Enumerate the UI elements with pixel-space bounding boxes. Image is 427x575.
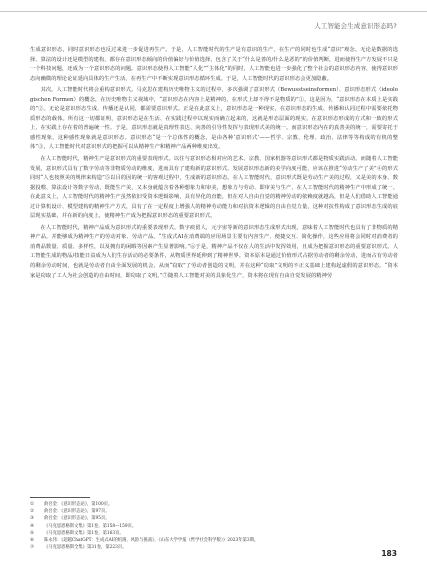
footnote-text: 俞吾金：《意识形态论》，第100页。 bbox=[44, 502, 113, 507]
header-rule bbox=[0, 11, 427, 12]
footnote-text: 《马克思恩格斯全集》第31卷，第223页。 bbox=[44, 545, 127, 551]
paragraph: 其次，人工智能时代将会重构意识形式。马克思在建构历史唯物主义的过程中，多次强调了意识形式（Bewusstseinsformen）、意识形态形式（ideologischen Formen）的概念，在历史唯物主义视域中，“意识形态在内容上是精神的，在形式上却不得不是物质的”①，这是因为，“意识形态在本质上是实践的”②。无论是意识形态生成、传播还是认同，都需要意识形式。正是在此意义上，意识形态是一种现实，在意识形态的生成、传播和认同过程中需要依托物质形态的载体。所有这一切都证明，意识形态是在生活、在实践过程中以现实而确立起来的，这就是形态层面的现实。在意识形态形成的方式和一致的形式上，在实践上存在着的普遍统一性。于是，意识形态就是真理性表达、向善的引导性发挥与表现形式美的统一。而意识形态内在的真善美的统一，需要寄托于感性现象，这种感性现象就是意识形态。意识形态“是一个总体性的概念，是由各种‘意识形式’——哲学、宗教、伦理、政治、法律等等构成的有机的整体”③，人工智能时代对意识形式的把握可以从精神生产和精神产品两种维度出发。 bbox=[30, 87, 398, 151]
footnote-mark: ④ bbox=[30, 523, 34, 529]
footnote-text: 《马克思恩格斯文集》第1卷，第163页。 bbox=[44, 530, 124, 536]
paragraph: 在人工智能时代，精神产品成为意识形式的重要表现形式。数字痕留人，元宇宙等新的意识形态生成形式出现，意味着人工智能时代也具有了非物质的精神产品，并能够成为精神生产的劳动对象、劳动产品。“生成式AI在消费端的应用场景主要有内容生产、便捷交互、简化操作，这些应用将会同时对消费者的消费品数量、质量、多样性，以及拥有的闲暇等因素产生显著影响。”⑥于是，精神产品不仅在人的生活中发挥效用，且成为把握意识形态的重要意识形式。人工智能生成的物品/技能日益成为人们生存活动的必要条件，从物质世界延伸到了精神世界。资本原本是通过价值形式占据劳动者的剩余劳动，进而占有劳动者的剩余劳动时间，也就是劳动者自由全面发展的机会，从而“窃取”了劳动者创造的文明，并在这种“窃取”文明的不正义基础上建构起虚假的意识形态。“资本家是窃取了工人为社会创造的自由时间，即窃取了文明。”⑦随着人工智能对美的具象化生产，资本将在现有自由自觉发展的精神劳 bbox=[30, 224, 398, 279]
page-number: 183 bbox=[381, 549, 397, 558]
footnote bbox=[30, 523, 398, 530]
footnote bbox=[30, 515, 398, 522]
footnote bbox=[30, 544, 398, 551]
footnote-mark: ⑥ bbox=[30, 538, 34, 544]
footnote-mark: ⑤ bbox=[30, 530, 34, 536]
paragraph: 在人工智能时代，精神生产是意识形式的重要表现形式。以往与意识形态相对应的艺术、宗教、国家机器等意识形式都是物质实践活动。而随着人工智能发展，意识形式具有了数字劳动等非物质劳动的维度，进而具有了建构新的意识形式。发展意识形态新的美学向度可能，应该在推进“劳动生产了美”④的形式同时“人也按照美的规律来构造”⑤以目的因的统一的客观过程中，生成新的意识形态。在人工智能时代，意识形式既是劳动生产美的过程，又是美的本身。数据投喂、算法设计等数字劳动，既能生产美，又本身就蕴含着各种想象力和审美，想象力与劳动、即审美与生产，在人工智能时代的精神生产中形成了统一。在此意义上，人工智能时代的精神生产虽然依旧受资本逻辑影响，具有异化的直能，但在对人自由自觉的精神劳动的依赖度就越高，但是人们借助人工智能通过计算机设计、模型建构的精神生产方式，具有了在一定程度上增强人的精神劳动能力和对抗资本逻辑的自由自觉力量，这种对抗性构成了意识形态生成的底层现实基础，并在新的向度上，使精神生产成为把握意识形态的重要意识形式。 bbox=[30, 156, 398, 220]
footnote-separator bbox=[30, 497, 90, 498]
paragraph: 生成意识形态，同时意识形态也反过来进一步促进再生产。于是，人工智能时代的生产是有意识的生产，在生产的同时也生成“意识”观念。无论是数据的选择、算法的设计还是模型的建构，都存在意识形态倾向的价值偏好与价值选择，包含了关于“什么是善的/什么是恶的”的价值判断，进而使得生产方发展不只是一个科技问题，还成为一个意识形态的问题。意识形态使得人工智能“人化”“主体化”的同时，人工智能也进一步强化了整个社会的意识形态内容，使得意识形态向幽微的理论论证延向具体的生产生活，在再生产中不断实现意识形态循环生成。于是，人工智能时代的意识形态会更加隐蔽。 bbox=[30, 47, 398, 82]
footnote bbox=[30, 537, 398, 544]
body-text bbox=[30, 46, 398, 283]
footnote-text: 陈永伟：《超越ChatGPT：生成式AI的机遇、风险与挑战》，《山东大学学报（哲学社会科学版）》2023年第3期。 bbox=[44, 538, 259, 544]
footnote-mark: ② bbox=[30, 509, 34, 515]
footnote bbox=[30, 508, 398, 515]
running-header bbox=[0, 11, 427, 35]
footnote-text: 《马克思恩格斯文集》第1卷，第158—159页。 bbox=[44, 523, 137, 529]
footnote-text: 俞吾金：《意识形态论》，第95页。 bbox=[44, 516, 110, 522]
footnote-mark: ⑦ bbox=[30, 545, 34, 551]
footnote-mark: ③ bbox=[30, 516, 34, 522]
running-title: 人工智能会生成意识形态吗? bbox=[314, 22, 397, 30]
footnote-text: 俞吾金：《意识形态论》，第97页。 bbox=[44, 509, 110, 515]
footnote bbox=[30, 530, 398, 537]
footnote bbox=[30, 501, 398, 508]
footnotes bbox=[30, 501, 398, 551]
footnote-mark: ① bbox=[30, 502, 34, 507]
